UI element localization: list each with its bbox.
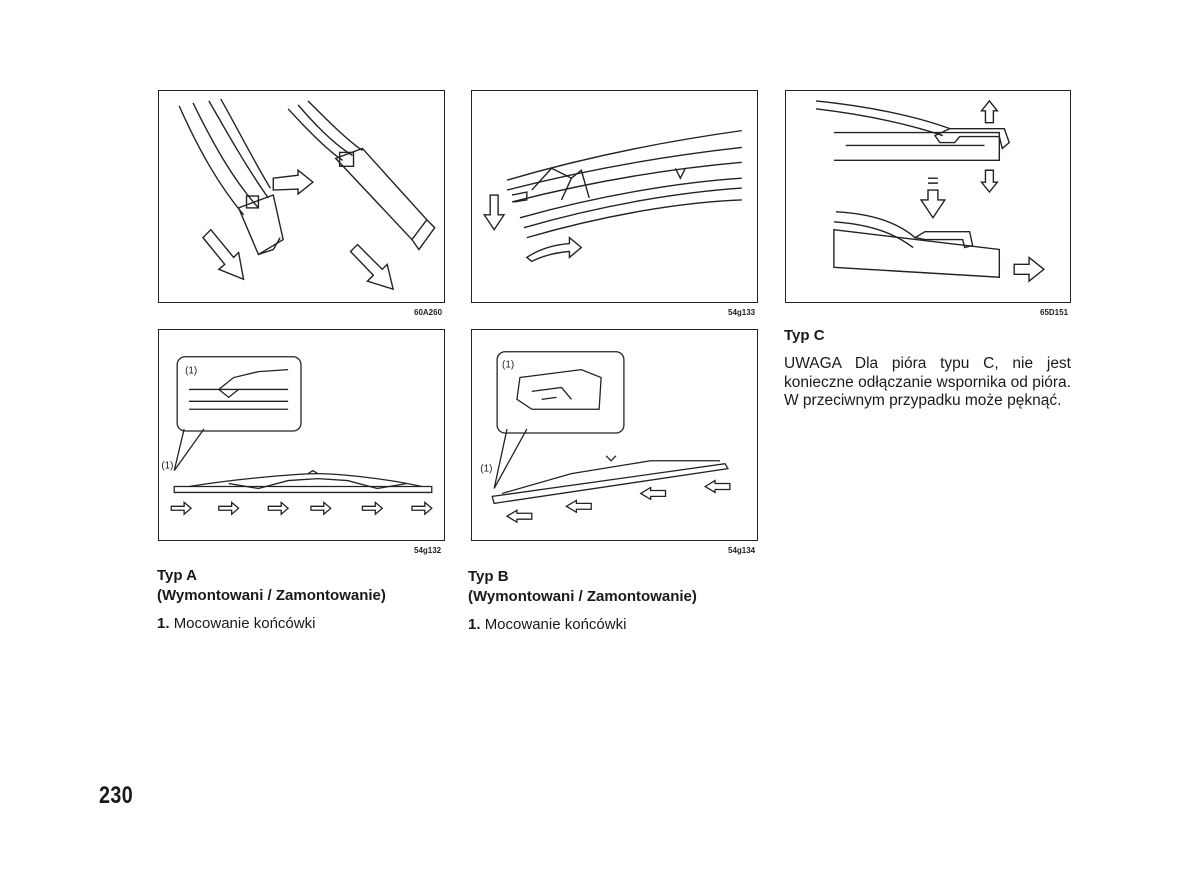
page-number: 230: [99, 782, 134, 809]
figure-60a260: [158, 90, 445, 303]
callout-box-label: (1): [185, 365, 198, 377]
type-b-item-number: 1.: [468, 616, 481, 633]
type-a-subtitle: (Wymontowani / Zamontowanie): [157, 587, 386, 604]
figure-54g134: [471, 329, 758, 541]
wiper-blade-bracket-illustration: [786, 91, 1070, 302]
type-b-item-text: Mocowanie końcówki: [484, 616, 627, 633]
type-a-item-text: Mocowanie końcówki: [173, 615, 316, 632]
type-b-blade-illustration: [472, 330, 757, 540]
type-b-item: [468, 616, 626, 633]
callout-main-label: (1): [161, 460, 174, 472]
callout-main-label: (1): [480, 463, 493, 475]
figure-code-65d151: 65D151: [1040, 308, 1069, 317]
type-c-title: Typ C: [784, 327, 825, 344]
figure-code-54g133: 54g133: [728, 308, 756, 317]
figure-code-54g132: 54g132: [414, 546, 442, 555]
figure-code-60a260: 60A260: [414, 308, 443, 317]
type-a-item-number: 1.: [157, 615, 170, 632]
type-b-title: Typ B: [468, 568, 509, 585]
wiper-arm-detach-illustration: [159, 91, 444, 302]
figure-code-54g134: 54g134: [728, 546, 756, 555]
type-a-title: Typ A: [157, 567, 197, 584]
figure-65d151: [785, 90, 1071, 303]
type-a-item: [157, 615, 315, 632]
wiper-blade-slide-illustration: [472, 91, 757, 302]
figure-54g132: [158, 329, 445, 541]
type-a-blade-illustration: [159, 330, 444, 540]
type-b-subtitle: (Wymontowani / Zamontowanie): [468, 588, 697, 605]
type-c-note: UWAGA Dla pióra typu C, nie jest konieczne odłączanie wspornika od pióra. W przeciwnym przypadku może pęknąć.: [784, 355, 1071, 409]
figure-54g133: [471, 90, 758, 303]
callout-box-label: (1): [502, 359, 515, 371]
